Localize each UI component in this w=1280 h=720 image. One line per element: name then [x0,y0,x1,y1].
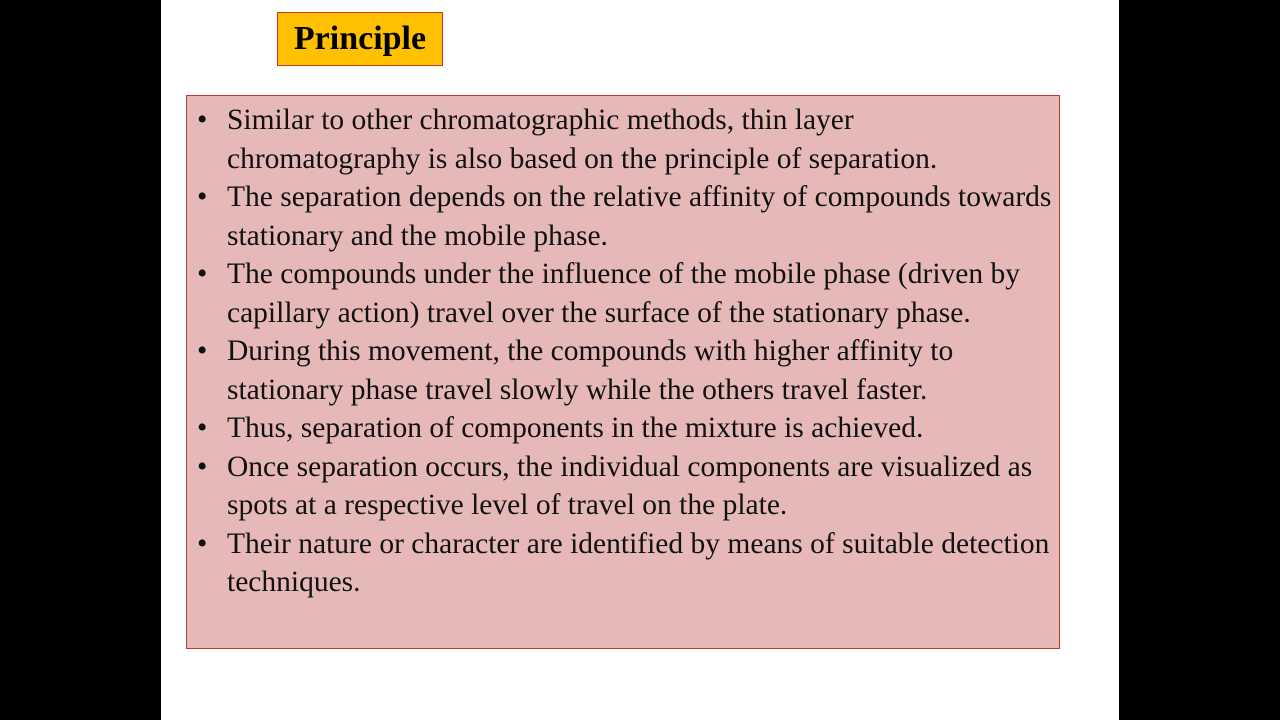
bullet-icon: • [197,450,208,483]
bullet-item [197,409,1053,448]
slide-title: Principle [277,12,443,66]
bullet-icon: • [197,412,208,444]
bullet-text: Once separation occurs, the individual components are visualized as spots at a respective level of travel on the plate. [227,450,1033,521]
principle-content-box [186,95,1060,649]
bullet-item [197,255,1053,332]
bullet-item [197,332,1053,409]
bullet-text: The separation depends on the relative affinity of compounds towards stationary and the mobile phase. [227,181,1052,252]
slide [161,0,1119,720]
bullet-text: During this movement, the compounds with higher affinity to stationary phase travel slowly while the others travel faster. [227,335,954,406]
bullet-icon: • [197,527,208,560]
bullet-item [197,178,1053,255]
bullet-text: Thus, separation of components in the mixture is achieved. [227,412,924,444]
bullet-icon: • [197,104,208,136]
bullet-item [197,448,1053,525]
bullet-icon: • [197,335,208,367]
bullet-text: The compounds under the influence of the mobile phase (driven by capillary action) travel over the surface of the stationary phase. [227,258,1020,329]
bullet-text: Similar to other chromatographic methods, thin layer chromatography is also based on the principle of separation. [227,104,938,175]
bullet-icon: • [197,181,208,213]
bullet-list [197,101,1053,602]
bullet-text: Their nature or character are identified by means of suitable detection techniques. [227,527,1050,598]
bullet-item [197,525,1053,602]
bullet-icon: • [197,258,208,290]
bullet-item [197,101,1053,178]
